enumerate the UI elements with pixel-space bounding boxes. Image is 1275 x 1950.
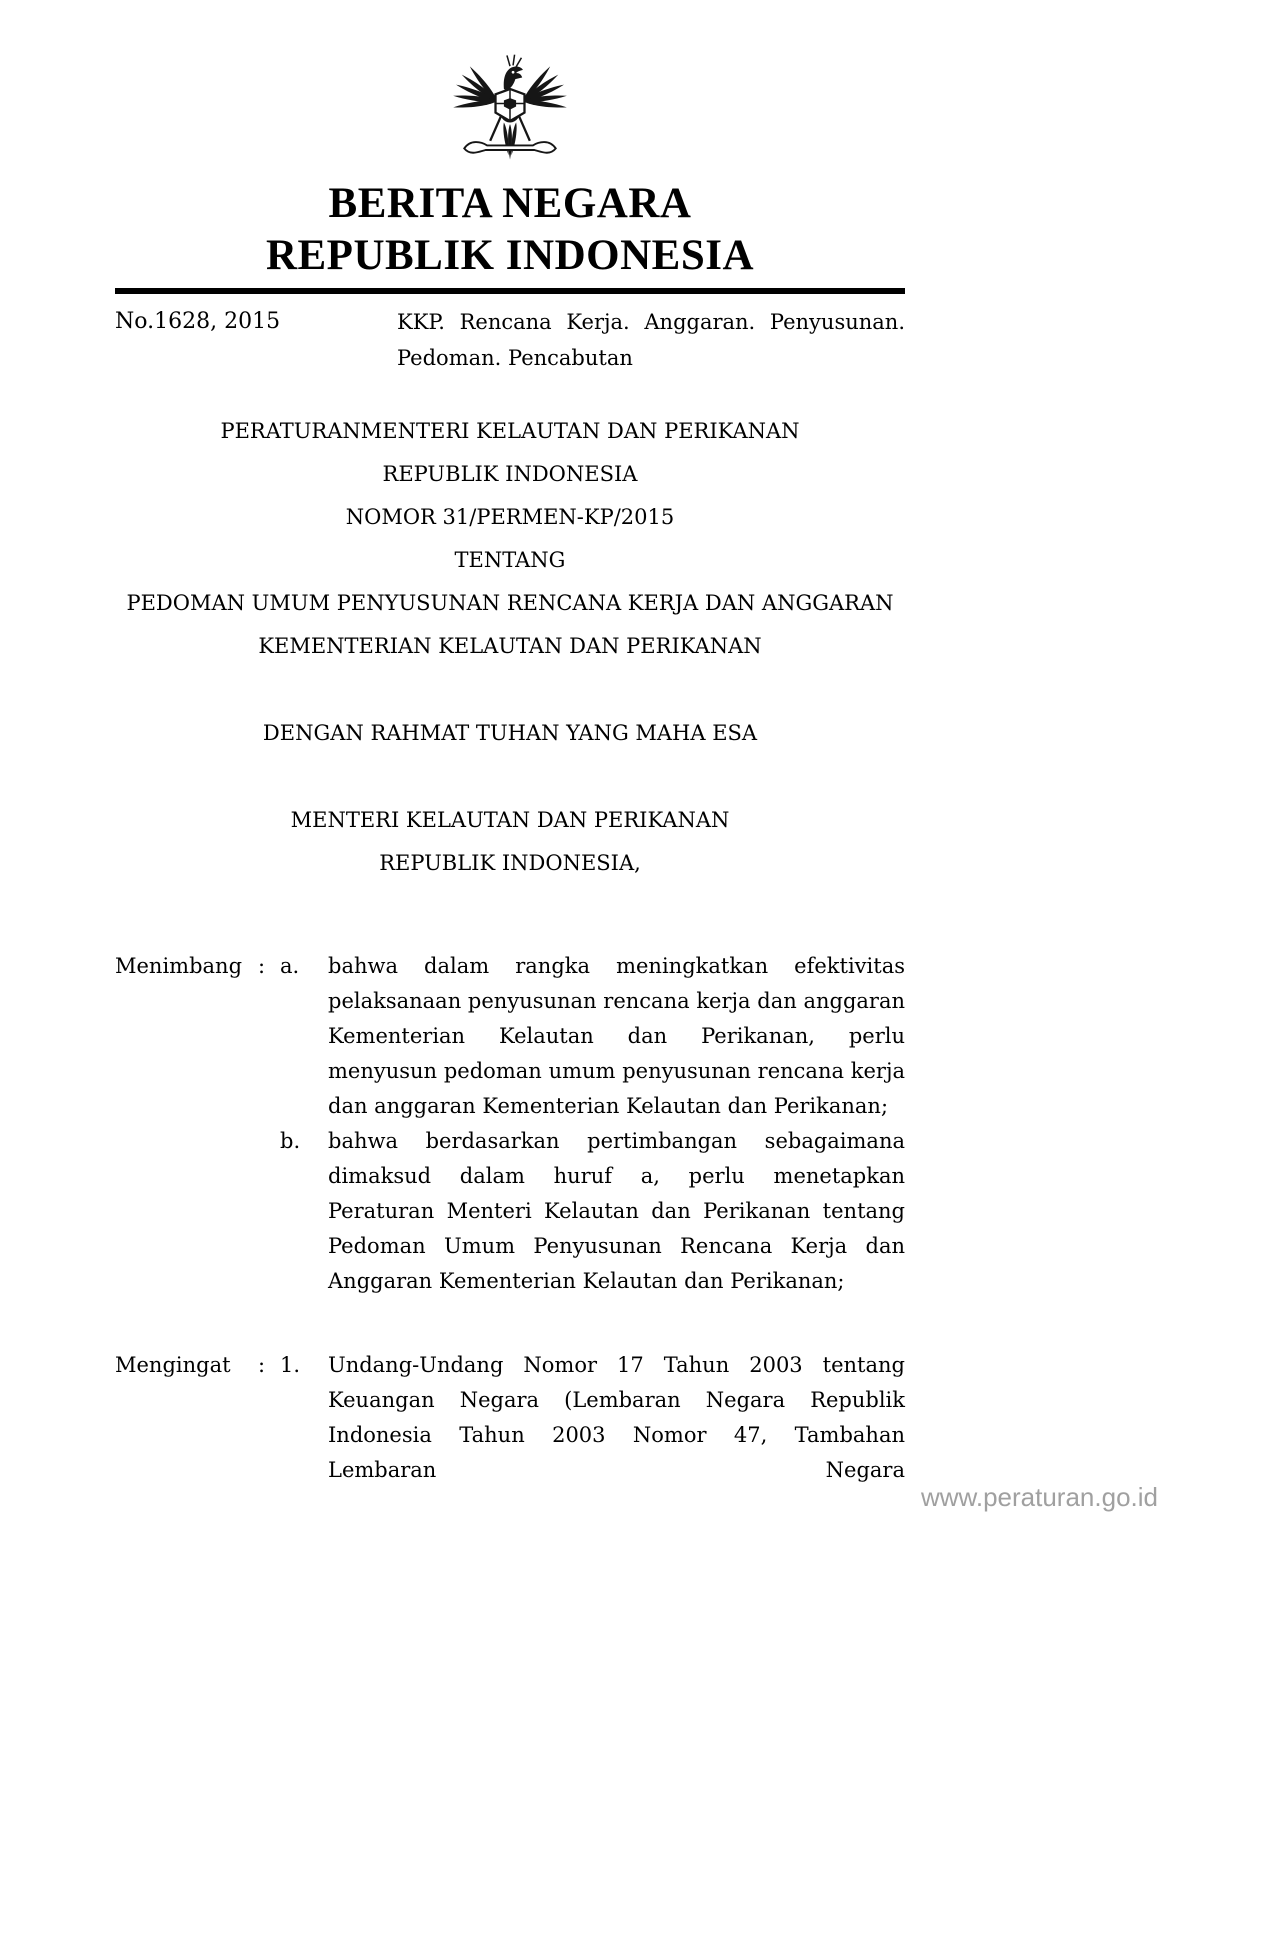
item-text: bahwa berdasarkan pertimbangan sebagaimana dimaksud dalam huruf a, perlu menetapkan Peraturan Menteri Kelautan dan Perikanan tentang Pedoman Umum Penyusunan Rencana Kerja dan Anggaran Kementerian Kelautan dan Perikanan;	[328, 1129, 905, 1293]
clause-mengingat	[115, 1348, 905, 1488]
item-marker: b.	[280, 1129, 301, 1153]
decree-title-line: TENTANG	[454, 548, 566, 572]
invocation-line: DENGAN RAHMAT TUHAN YANG MAHA ESA	[262, 721, 758, 745]
decree-title-line: PERATURANMENTERI KELAUTAN DAN PERIKANAN	[220, 419, 800, 443]
item-text: bahwa dalam rangka meningkatkan efektivitas pelaksanaan penyusunan rencana kerja dan anggaran Kementerian Kelautan dan Perikanan, perlu menyusun pedoman umum penyusunan rencana kerja dan anggaran Kementerian Kelautan dan Perikanan;	[328, 954, 905, 1118]
clause-colon: :	[258, 1353, 266, 1377]
decree-title-line: NOMOR 31/PERMEN-KP/2015	[345, 505, 675, 529]
item-marker: 1.	[280, 1353, 301, 1377]
clauses-section	[115, 949, 905, 1488]
consideration-item	[280, 1124, 905, 1299]
authority-line: MENTERI KELAUTAN DAN PERIKANAN	[290, 808, 730, 832]
decree-title-line: PEDOMAN UMUM PENYUSUNAN RENCANA KERJA DAN ANGGARAN	[126, 591, 894, 615]
watermark-url: www.peraturan.go.id	[920, 1482, 1158, 1512]
legal-basis-item	[280, 1348, 905, 1488]
gazette-number: No.1628, 2015	[115, 309, 281, 334]
decree-title-line: REPUBLIK INDONESIA	[382, 462, 638, 486]
masthead-line1: BERITA NEGARA	[328, 180, 692, 227]
clause-label: Mengingat	[115, 1353, 231, 1377]
legal-basis-items	[280, 1348, 905, 1488]
gazette-meta-row	[115, 304, 905, 376]
masthead-line2: REPUBLIK INDONESIA	[265, 232, 755, 279]
item-text: Undang-Undang Nomor 17 Tahun 2003 tentang Keuangan Negara (Lembaran Negara Republik Indonesia Tahun 2003 Nomor 47, Tambahan Lembaran Negara	[328, 1353, 905, 1482]
clause-label: Menimbang	[115, 954, 243, 978]
masthead-divider	[115, 288, 905, 294]
decree-title-line: KEMENTERIAN KELAUTAN DAN PERIKANAN	[258, 634, 762, 658]
authority-line: REPUBLIK INDONESIA,	[379, 851, 641, 875]
masthead-title	[115, 178, 905, 282]
consideration-item	[280, 949, 905, 1124]
garuda-pancasila-emblem-icon	[449, 40, 571, 170]
clause-colon: :	[258, 954, 266, 978]
decree-heading-block	[115, 410, 905, 885]
clause-menimbang	[115, 949, 905, 1299]
item-marker: a.	[280, 954, 300, 978]
consideration-items	[280, 949, 905, 1299]
content-column	[115, 0, 905, 1488]
subject-keywords: KKP. Rencana Kerja. Anggaran. Penyusunan. Pedoman. Pencabutan	[397, 310, 905, 370]
